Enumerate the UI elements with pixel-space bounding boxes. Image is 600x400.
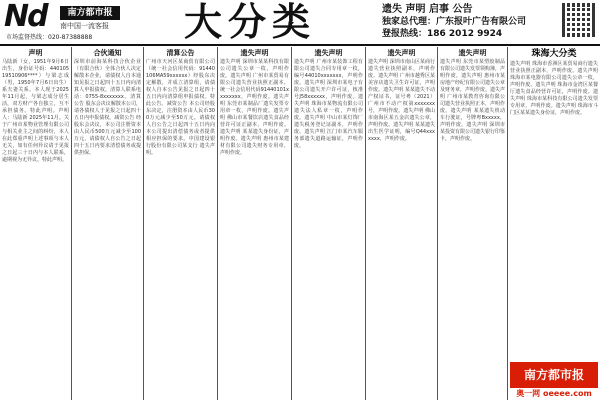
column-title: 遗失声明 xyxy=(240,49,269,57)
column-text: 广州市天河区某商贸有限公司（统一社会信用代码：91440106MA59xxxxxx）经股东决定解散，并成立清算组，请债权人自本公告见报之日起四十五日内向清算组申报债权。特此公告。减资公告 本公司经股东决定，注册资本由人民币300万元减少至50万元。请债权人自公告之日起四十五日内向本公司提出清偿债务或者提供相应担保的要求。中国建设银行股份有限公司某支行 遗失声明。 xyxy=(146,59,215,156)
header-info xyxy=(382,4,560,40)
column-text: 遗失声明 深圳市南山区某商行遗失营业执照副本，声明作废。遗失声明 广州市越秀区某美容店遗失卫生许可证，声明作废。遗失声明 某某遗失不动产权证书，证号粤（2021）广州市不动产权第xxxxxxx号，声明作废。遗失声明 佛山市南海区某五金店遗失公章，声明作废。遗失声明 某某遗失出生医学证明，编号Q44xxxxxxx，声明作废。 xyxy=(368,59,435,142)
column-text: 遗失声明 广州市某装饰工程有限公司遗失合同专用章一枚，编号44010xxxxxxx，声明作废。遗失声明 深圳市某电子有限公司遗失开户许可证，核准号J58xxxxxx，声明作废。遗失声明 珠海市某物流有限公司遗失法人私章一枚，声明作废。遗失声明 中山市某灯饰厂遗失税务登记证副本，声明作废。遗失声明 江门市某汽车服务部遗失道路运输证，声明作废。 xyxy=(294,59,363,149)
column-1 xyxy=(0,47,72,400)
column-3 xyxy=(144,47,218,400)
column-title: 清算公告 xyxy=(166,49,195,57)
column-text: 遗失声明 珠海市香洲区某贸易商行遗失营业执照正副本，声明作废。遗失声明 珠海市某电器有限公司遗失公章一枚，声明作废。遗失声明 珠海市金湾区某餐厅遗失食品经营许可证，声明作废。遗失声明 珠海市某科技有限公司遗失发票专用章，声明作废。遗失声明 珠海市斗门区某某遗失身份证，声明作废。 xyxy=(510,61,598,116)
newspaper-logo[interactable] xyxy=(4,2,124,42)
column-title: 遗失声明 xyxy=(458,49,487,57)
classified-columns xyxy=(0,47,600,400)
column-text: 马陆新（女，1951年9月6日出生，身份证号码：44010519510906****）与梁志成（男，1950年7月6日出生）系夫妻关系。本人现于2025年11月起，与梁志成分居生活，双方财产各自独立，互不承担债务。特此声明。声明人：马陆新 2025年11月。关于广州市某物业管理有限公司与相关业主之间的纠纷，本人在此郑重声明上述事项与本人无关，如有任何异议请于见报之日起三十日内与本人联系，逾期视为无异议。特此声明。 xyxy=(2,59,69,163)
column-title: 遗失声明 xyxy=(387,49,416,57)
column-6 xyxy=(366,47,438,400)
logo-mark: Nd xyxy=(4,0,47,34)
masthead xyxy=(0,0,600,44)
column-5 xyxy=(292,47,366,400)
column-title: 珠海大分类 xyxy=(531,49,577,59)
newspaper-badge[interactable]: 南方都市报 xyxy=(510,362,598,388)
column-title: 遗失声明 xyxy=(314,49,343,57)
logo-slogan: 南中国一流客报 xyxy=(60,22,109,30)
column-7 xyxy=(438,47,508,400)
header-divider xyxy=(0,44,600,46)
logo-name: 南方都市报 xyxy=(60,6,120,20)
page-title: 大分类 xyxy=(184,0,317,44)
qr-code-icon[interactable] xyxy=(562,3,596,37)
column-text: 遗失声明 东莞市某塑胶制品有限公司遗失发票领购簿，声明作废。遗失声明 惠州市某房地产经纪有限公司遗失公章及财务章，声明作废。遗失声明 广州市某教育咨询有限公司遗失营业执照正本，声明作废。遗失声明 某某遗失机动车行驶证，号牌粤Bxxxxx，声明作废。遗失声明 深圳市某投资有限公司遗失银行印鉴卡，声明作废。 xyxy=(440,59,506,142)
column-title: 声明 xyxy=(28,49,43,57)
header-agent: 独家总代理：广东报叶广告有限公司 xyxy=(382,17,527,27)
column-text: 深圳市前海某科技合伙企业（有限合伙）全体合伙人决定解散本企业，请债权人自本通知见报之日起四十五日内向清算人申报债权。清算人联系电话：0755-8xxxxxxx。清算公告 股东会决议解散本公司，请各债权人于见报之日起四十五日内申报债权。减资公告 经股东会决议，本公司注册资本由人民币500万元减少至100万元，请债权人自公告之日起四十五日内要求清偿债务或提供担保。 xyxy=(74,59,141,156)
column-2 xyxy=(72,47,144,400)
column-4 xyxy=(218,47,292,400)
column-title: 合伙通知 xyxy=(93,49,122,57)
column-text: 遗失声明 深圳市某某科技有限公司遗失公章一枚，声明作废。遗失声明 广州市某贸易有限公司遗失营业执照正副本，统一社会信用代码91440101xxxxxxxx，声明作废。遗失声明 东莞市某制品厂遗失发票专用章一枚，声明作废。遗失声明 佛山市某餐饮店遗失食品经营许可证正副本，声明作废。遗失声明 某某遗失身份证，声明作废。遗失声明 惠州市某建材有限公司遗失财务专用章，声明作废。 xyxy=(220,59,289,156)
header-hotline: 登报热线：186 2012 9924 xyxy=(382,29,503,39)
supervision-hotline: 市场监督热线：020-87388888 xyxy=(6,34,93,41)
header-categories: 遗失 声明 启事 公告 xyxy=(382,4,473,15)
site-badge[interactable]: 奥一网 oeeee.com xyxy=(510,388,598,400)
column-8 xyxy=(508,47,600,400)
